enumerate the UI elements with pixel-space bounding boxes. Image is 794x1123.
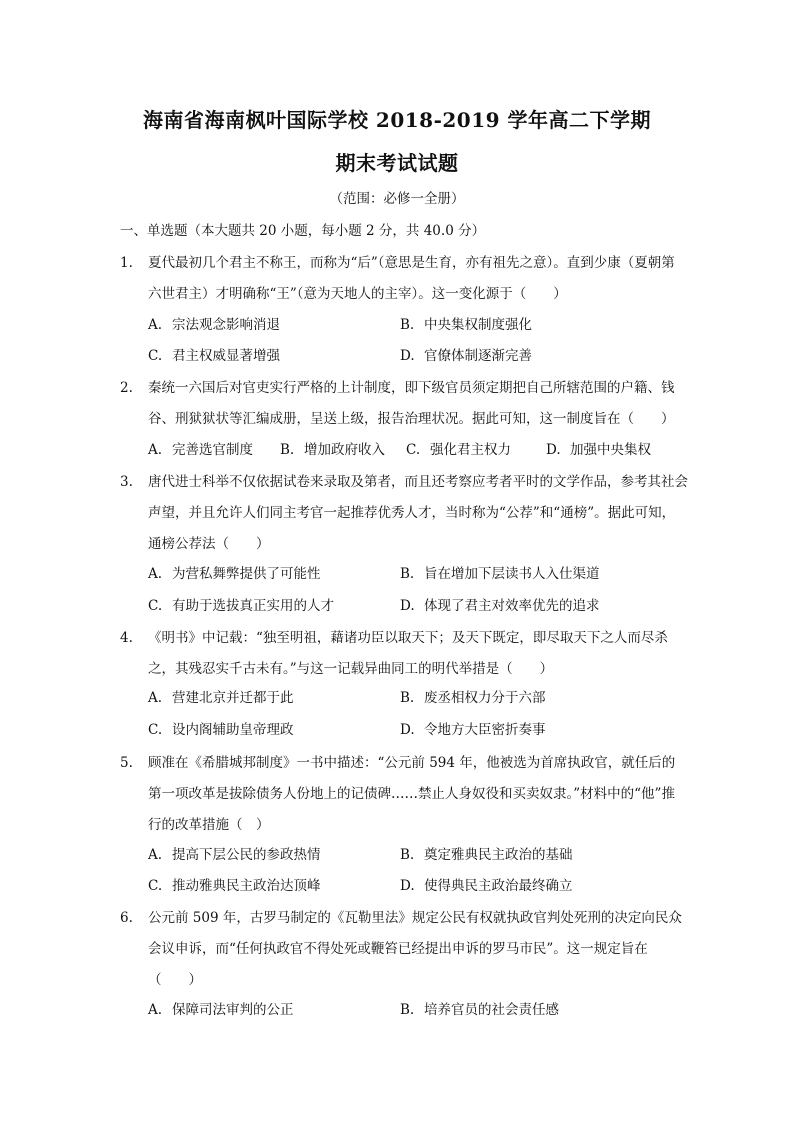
option-text: 保障司法审判的公正 xyxy=(172,1002,294,1018)
section-heading: 一、单选题（本大题共 20 小题，每小题 2 分，共 40.0 分） xyxy=(120,223,486,239)
question-5-option-a[interactable] xyxy=(148,843,321,863)
question-4-option-b[interactable] xyxy=(400,686,546,706)
question-number: 3. xyxy=(120,474,133,490)
option-text: 完善选官制度 xyxy=(172,442,253,458)
question-4-option-d[interactable] xyxy=(400,718,546,738)
question-3-option-b[interactable] xyxy=(400,562,600,582)
question-number: 1. xyxy=(120,255,133,271)
option-text: 加强中央集权 xyxy=(570,442,651,458)
option-text: 增加政府收入 xyxy=(304,442,385,458)
option-letter: D. xyxy=(400,598,415,614)
option-letter: C. xyxy=(406,442,421,458)
option-text: 培养官员的社会责任感 xyxy=(424,1002,559,1018)
question-stem: 顾准在《希腊城邦制度》一书中描述：“公元前 594 年，他被选为首席执政官，就任后的第一项改革是拔除债务人份地上的记债碑……禁止人身奴役和买卖奴隶。”材料中的“他”推行的改革措施（ ） xyxy=(148,755,676,833)
question-3-option-a[interactable] xyxy=(148,562,321,582)
exam-scope: （范围：必修一全册） xyxy=(329,191,465,207)
option-text: 令地方大臣密折奏事 xyxy=(424,722,546,738)
option-text: 君主权威显著增强 xyxy=(172,348,280,364)
option-text: 废丞相权力分于六部 xyxy=(424,690,546,706)
question-stem: 唐代进士科举不仅依据试卷来录取及第者，而且还考察应考者平时的文学作品，参考其社会声望，并且允许人们同主考官一起推荐优秀人才，当时称为“公荐”和“通榜”。据此可知，通榜公荐法（ ） xyxy=(148,474,688,552)
question-stem: 《明书》中记载：“独至明祖，藉诸功臣以取天下；及天下既定，即尽取天下之人而尽杀之，其残忍实千古未有。”与这一记载异曲同工的明代举措是（ ） xyxy=(148,630,668,677)
question-1-option-b[interactable] xyxy=(400,313,532,333)
option-text: 体现了君主对效率优先的追求 xyxy=(424,598,600,614)
option-letter: A. xyxy=(148,442,163,458)
question-number: 2. xyxy=(120,380,133,396)
question-2-option-c[interactable] xyxy=(406,438,511,458)
option-text: 奠定雅典民主政治的基础 xyxy=(424,847,573,863)
question-5-option-c[interactable] xyxy=(148,874,321,894)
option-letter: D. xyxy=(546,442,561,458)
option-text: 宗法观念影响消退 xyxy=(172,317,280,333)
question-stem: 公元前 509 年，古罗马制定的《瓦勒里法》规定公民有权就执政官判处死刑的决定向民众会议申诉，而“任何执政官不得处死或鞭笞已经提出申诉的罗马市民”。这一规定旨在（ ） xyxy=(148,910,682,988)
question-number: 6. xyxy=(120,910,133,926)
option-letter: B. xyxy=(400,847,415,863)
option-letter: A. xyxy=(148,1002,163,1018)
question-stem: 秦统一六国后对官吏实行严格的上计制度，即下级官员须定期把自己所辖范围的户籍、钱谷、刑狱狱状等汇编成册，呈送上级，报告治理状况。据此可知，这一制度旨在（ ） xyxy=(148,380,675,427)
option-letter: D. xyxy=(400,348,415,364)
option-text: 中央集权制度强化 xyxy=(424,317,532,333)
option-text: 旨在增加下层读书人入仕渠道 xyxy=(424,566,600,582)
question-number: 4. xyxy=(120,630,133,646)
question-1-option-c[interactable] xyxy=(148,344,280,364)
option-text: 设内阁辅助皇帝理政 xyxy=(172,722,294,738)
question-5-option-b[interactable] xyxy=(400,843,573,863)
option-letter: A. xyxy=(148,566,163,582)
option-letter: A. xyxy=(148,317,163,333)
option-letter: B. xyxy=(400,317,415,333)
question-4-option-c[interactable] xyxy=(148,718,294,738)
question-2-option-b[interactable] xyxy=(280,438,385,458)
option-letter: C. xyxy=(148,598,163,614)
option-text: 推动雅典民主政治达顶峰 xyxy=(172,878,321,894)
option-letter: C. xyxy=(148,348,163,364)
option-text: 官僚体制逐渐完善 xyxy=(424,348,532,364)
option-letter: C. xyxy=(148,722,163,738)
question-1-option-d[interactable] xyxy=(400,344,532,364)
option-text: 有助于选拔真正实用的人才 xyxy=(172,598,334,614)
exam-title-line-1: 海南省海南枫叶国际学校 2018-2019 学年高二下学期 xyxy=(142,108,652,132)
option-letter: B. xyxy=(400,1002,415,1018)
question-2-option-d[interactable] xyxy=(546,438,651,458)
option-letter: B. xyxy=(400,566,415,582)
question-5-option-d[interactable] xyxy=(400,874,573,894)
option-letter: D. xyxy=(400,878,415,894)
option-text: 为营私舞弊提供了可能性 xyxy=(172,566,321,582)
question-3-option-c[interactable] xyxy=(148,594,334,614)
option-letter: C. xyxy=(148,878,163,894)
option-text: 使得典民主政治最终确立 xyxy=(424,878,573,894)
question-3-option-d[interactable] xyxy=(400,594,600,614)
option-letter: A. xyxy=(148,690,163,706)
exam-title-line-2: 期末考试试题 xyxy=(335,151,459,175)
option-letter: B. xyxy=(280,442,295,458)
option-text: 营建北京并迁都于此 xyxy=(172,690,294,706)
question-6-option-a[interactable] xyxy=(148,998,294,1018)
question-2-option-a[interactable] xyxy=(148,438,253,458)
question-number: 5. xyxy=(120,755,133,771)
question-1-option-a[interactable] xyxy=(148,313,280,333)
question-6-option-b[interactable] xyxy=(400,998,559,1018)
option-letter: B. xyxy=(400,690,415,706)
question-4-option-a[interactable] xyxy=(148,686,294,706)
question-stem: 夏代最初几个君主不称王，而称为“后”（意思是生育，亦有祖先之意）。直到少康（夏朝第六世君主）才明确称“王”（意为天地人的主宰）。这一变化源于（ ） xyxy=(148,255,675,302)
option-text: 强化君主权力 xyxy=(430,442,511,458)
option-text: 提高下层公民的参政热情 xyxy=(172,847,321,863)
option-letter: D. xyxy=(400,722,415,738)
option-letter: A. xyxy=(148,847,163,863)
